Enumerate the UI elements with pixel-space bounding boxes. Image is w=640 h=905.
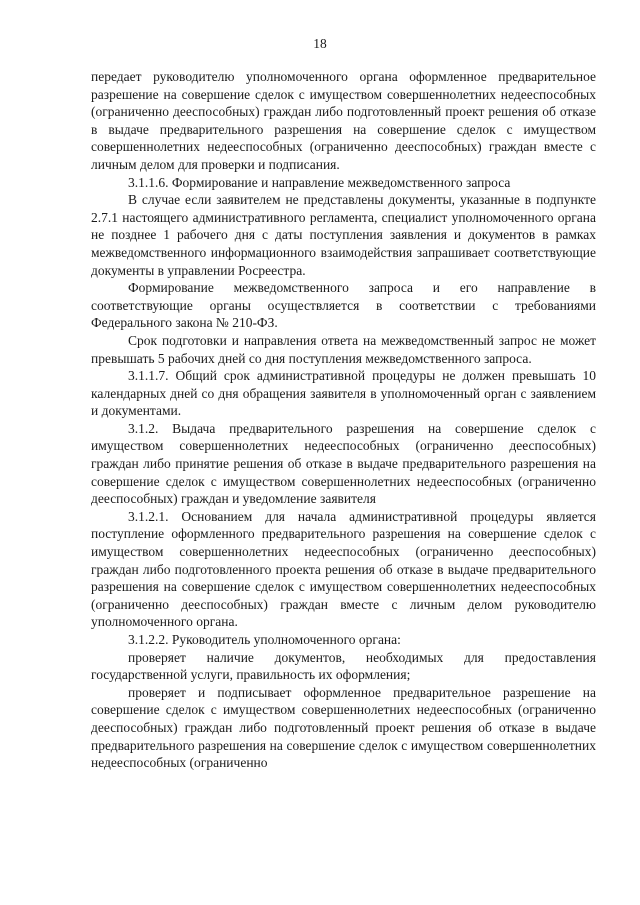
paragraph: Формирование межведомственного запроса и его направление в соответствующие органы осуществляется в соответствии с требованиями Федерального закона № 210-ФЗ.: [91, 280, 596, 331]
page-number: 18: [313, 36, 327, 51]
paragraph: 3.1.2.2. Руководитель уполномоченного органа:: [128, 632, 401, 647]
paragraph-section-heading: 3.1.2. Выдача предварительного разрешения на совершение сделок с имуществом совершеннолетних недееспособных (ограниченно дееспособных) граждан либо принятие решения об отказе в выдаче предварительного разрешения на совершение сделок с имуществом совершеннолетних недееспособных (ограниченно дееспособных) граждан и уведомление заявителя: [91, 420, 596, 507]
page-body: [91, 68, 596, 772]
paragraph-continuation: передает руководителю уполномоченного органа оформленное предварительное разрешение на совершение сделок с имуществом совершеннолетних недееспособных (ограниченно дееспособных) граждан либо подготовленный проект решения об отказе в выдаче предварительного разрешения на совершение сделок с имуществом совершеннолетних недееспособных (ограниченно дееспособных) граждан вместе с личным делом для проверки и подписания.: [91, 69, 596, 172]
paragraph-section-heading: 3.1.1.6. Формирование и направление межведомственного запроса: [128, 174, 511, 190]
paragraph: проверяет и подписывает оформленное предварительное разрешение на совершение сделок с имуществом совершеннолетних недееспособных (ограниченно дееспособных) граждан либо подготовленный проект решения об отказе в выдаче предварительного разрешения на совершение сделок с имуществом совершеннолетних недееспособных (ограниченно: [91, 684, 596, 771]
paragraph: 3.1.1.7. Общий срок административной процедуры не должен превышать 10 календарных дней со дня обращения заявителя в уполномоченный орган с заявлением и документами.: [91, 368, 596, 419]
paragraph: проверяет наличие документов, необходимых для предоставления государственной услуги, правильность их оформления;: [91, 649, 596, 683]
paragraph: В случае если заявителем не представлены документы, указанные в подпункте 2.7.1 настоящего административного регламента, специалист уполномоченного органа не позднее 1 рабочего дня с даты поступления заявления и документов в рамках межведомственного информационного взаимодействия запрашивает соответствующие документы в управлении Росреестра.: [91, 192, 596, 278]
paragraph: 3.1.2.1. Основанием для начала административной процедуры является поступление оформленного предварительного разрешения на совершение сделок с имуществом совершеннолетних недееспособных (ограниченно дееспособных) граждан либо подготовленного проекта решения об отказе в выдаче предварительного разрешения на совершение сделок с имуществом совершеннолетних недееспособных (ограниченно дееспособных) граждан вместе с личным делом руководителю уполномоченного органа.: [91, 508, 596, 630]
paragraph: Срок подготовки и направления ответа на межведомственный запрос не может превышать 5 рабочих дней со дня поступления межведомственного запроса.: [91, 332, 596, 366]
